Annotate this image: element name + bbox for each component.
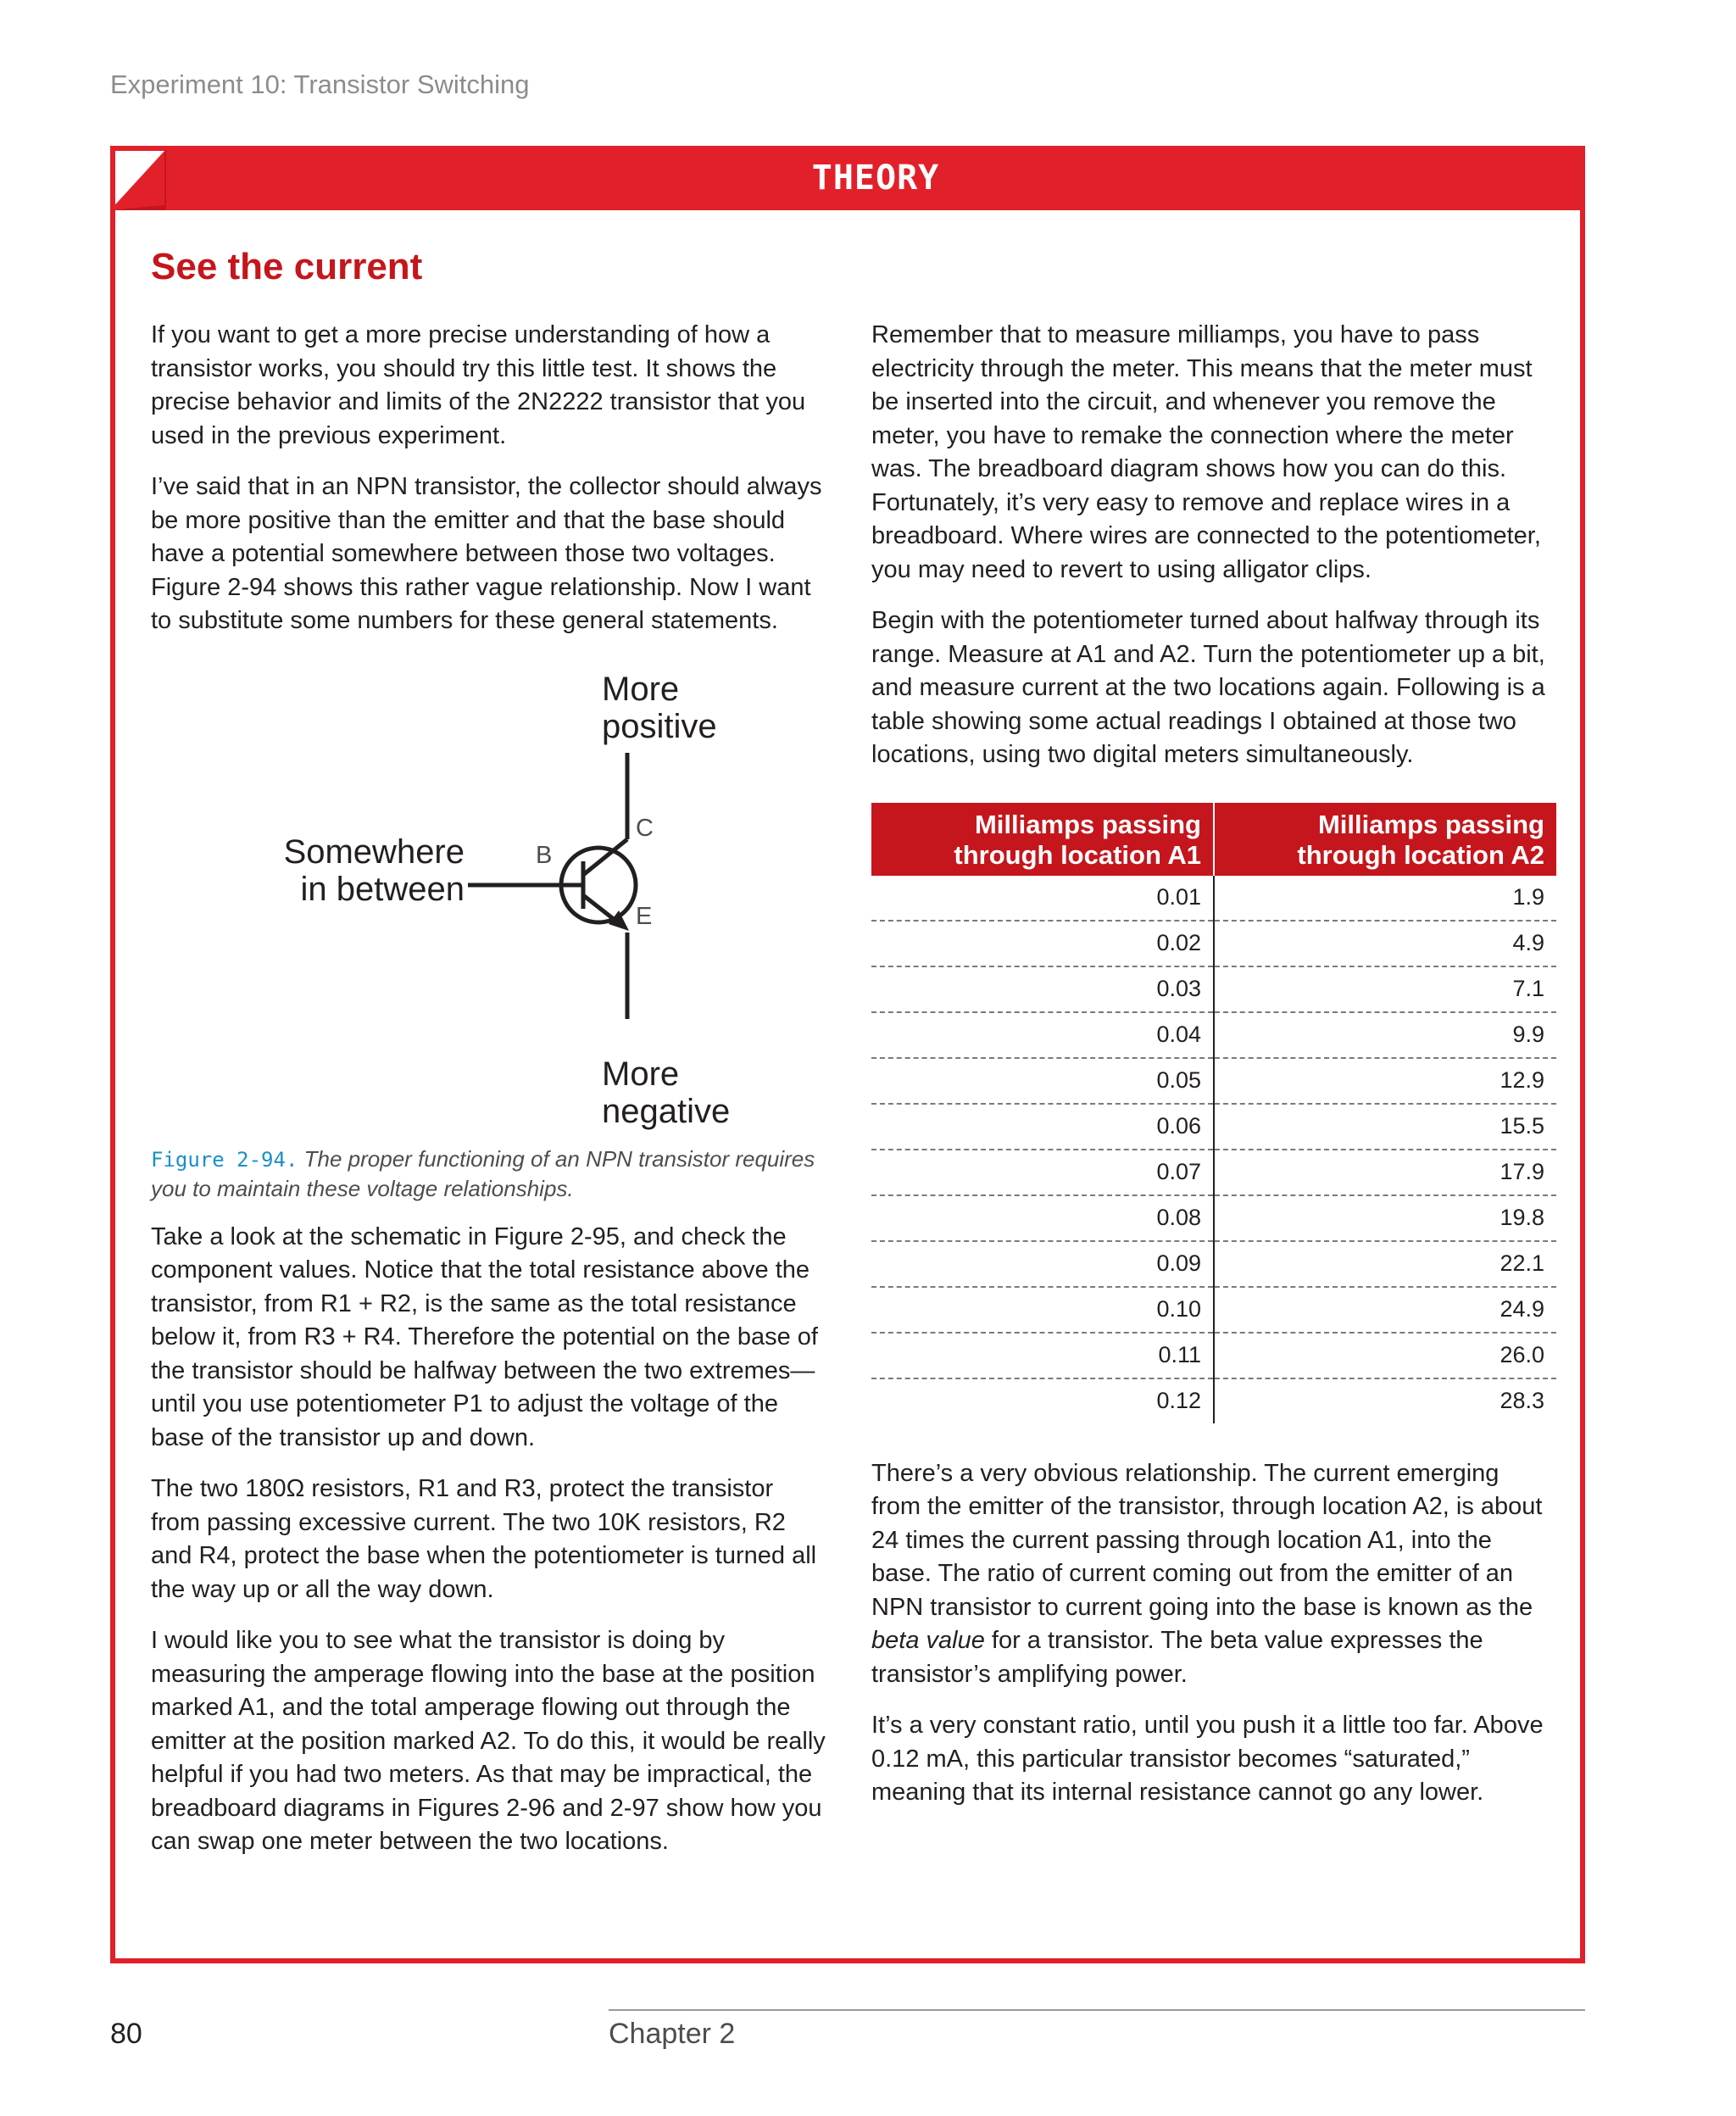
table-body (871, 876, 1556, 1423)
beta-value-term: beta value (871, 1627, 985, 1654)
paragraph: The two 180Ω resistors, R1 and R3, protect the transistor from passing excessive current. The two 10K resistors, R2 and R4, protect the base when the potentiometer is turned all the way up or all the way down. (151, 1475, 817, 1603)
table-row (871, 1104, 1556, 1150)
table-row (871, 1012, 1556, 1058)
emitter-arrow-icon (609, 910, 629, 931)
table-header-row (871, 803, 1556, 876)
table-row (871, 921, 1556, 966)
right-column (871, 319, 1550, 1828)
paragraph: I’ve said that in an NPN transistor, the collector should always be more positive than the emitter and that the base should have a potential somewhere between those two voltages. Figure 2-94 shows this rather vague relationship. Now I want to substitute some numbers for these general statements. (151, 473, 822, 634)
cell-a1: 0.06 (871, 1104, 1214, 1150)
cell-a2: 15.5 (1214, 1104, 1556, 1150)
cell-a1: 0.02 (871, 921, 1214, 966)
cell-a1: 0.01 (871, 876, 1214, 921)
figure-2-94 (151, 656, 829, 1139)
section-title: See the current (151, 246, 423, 287)
footer-rule (609, 2009, 1585, 2011)
pin-c-label: C (636, 814, 654, 842)
cell-a2: 9.9 (1214, 1012, 1556, 1058)
left-column (151, 319, 829, 1877)
cell-a1: 0.05 (871, 1058, 1214, 1104)
left-label-line2: in between (300, 870, 465, 908)
cell-a1: 0.07 (871, 1150, 1214, 1195)
transistor-symbol (468, 753, 636, 1019)
pin-e-label: E (636, 902, 653, 930)
cell-a1: 0.11 (871, 1333, 1214, 1378)
readings-table (871, 803, 1556, 1423)
cell-a2: 26.0 (1214, 1333, 1556, 1378)
cell-a2: 19.8 (1214, 1195, 1556, 1241)
table-row (871, 1287, 1556, 1333)
paragraph: Begin with the potentiometer turned about halfway through its range. Measure at A1 and A2. Turn the potentiometer up a bit, and measure current at the two locations again. Following is a table showing some actual readings I obtained at those two locations, using two digital meters simultaneously. (871, 607, 1545, 768)
table-row (871, 1150, 1556, 1195)
cell-a2: 24.9 (1214, 1287, 1556, 1333)
npn-transistor-diagram (151, 656, 829, 1139)
cell-a2: 17.9 (1214, 1150, 1556, 1195)
cell-a1: 0.04 (871, 1012, 1214, 1058)
cell-a1: 0.10 (871, 1287, 1214, 1333)
cell-a1: 0.09 (871, 1241, 1214, 1287)
caption-text: The proper functioning of an NPN transistor requires you to maintain these voltage relationships. (151, 1145, 815, 1201)
pin-b-label: B (536, 841, 553, 869)
top-label-line1: More (602, 670, 680, 708)
paragraph: Remember that to measure milliamps, you have to pass electricity through the meter. This means that the meter must be inserted into the circuit, and whenever you remove the meter, you have to remake the connection where the meter was. The breadboard diagram shows how you can do this. Fortunately, it’s very easy to remove and replace wires in a breadboard. Where wires are connected to the potentiometer, you may need to revert to using alligator clips. (871, 321, 1541, 583)
corner-fold-icon (110, 146, 170, 210)
cell-a2: 22.1 (1214, 1241, 1556, 1287)
paragraph (871, 1457, 1550, 1692)
cell-a2: 1.9 (1214, 876, 1556, 921)
theory-header: THEORY (166, 146, 1585, 210)
figure-label: Figure 2-94. (151, 1147, 298, 1172)
cell-a2: 28.3 (1500, 1387, 1544, 1413)
table-row (871, 1333, 1556, 1378)
bottom-label-line2: negative (602, 1092, 731, 1130)
theory-box (110, 146, 1585, 1963)
chapter-label: Chapter 2 (609, 2018, 736, 2050)
bottom-label-line1: More (602, 1055, 680, 1093)
paragraph: Take a look at the schematic in Figure 2-95, and check the component values. Notice that the total resistance above the transistor, from R1 + R2, is the same as the total resistance below it, from R3 + R4. Therefore the potential on the base of the transistor should be halfway between the two extremes—until you use potentiometer P1 to adjust the voltage of the base of the transistor up and down. (151, 1222, 818, 1451)
cell-a2: 12.9 (1214, 1058, 1556, 1104)
table-row (871, 1195, 1556, 1241)
paragraph: I would like you to see what the transistor is doing by measuring the amperage flowing into the base at the position marked A1, and the total amperage flowing out through the emitter at the position marked A2. To do this, it would be really helpful if you had two meters. As that may be impractical, the breadboard diagrams in Figures 2-96 and 2-97 show how you can swap one meter between the two locations. (151, 1627, 826, 1855)
cell-a2: 4.9 (1214, 921, 1556, 966)
top-label-line2: positive (602, 707, 717, 745)
figure-caption (151, 1144, 829, 1203)
table-row (871, 966, 1556, 1012)
running-head: Experiment 10: Transistor Switching (110, 70, 530, 99)
paragraph-text: There’s a very obvious relationship. The current emerging from the emitter of the transistor, through location A2, is about 24 times the current passing through location A1, into the base. The ratio of current coming out from the emitter of an NPN transistor to current going into the base is known as the (871, 1459, 1543, 1621)
cell-a1: 0.12 (871, 1378, 1214, 1423)
paragraph-text: for a transistor. The beta value expresses the transistor’s amplifying power. (871, 1627, 1483, 1688)
table-row (871, 1378, 1556, 1423)
page-number: 80 (110, 2018, 142, 2050)
cell-a2: 7.1 (1214, 966, 1556, 1012)
left-label-line1: Somewhere (283, 832, 465, 871)
column-header-a2: Milliamps passing through location A2 (1214, 803, 1556, 876)
table-row (871, 1058, 1556, 1104)
paragraph: It’s a very constant ratio, until you push it a little too far. Above 0.12 mA, this particular transistor becomes “saturated,” meaning that its internal resistance cannot go any lower. (871, 1712, 1544, 1806)
cell-a1: 0.03 (871, 966, 1214, 1012)
table-row (871, 1241, 1556, 1287)
column-header-a1: Milliamps passing through location A1 (871, 803, 1214, 876)
paragraph: If you want to get a more precise understanding of how a transistor works, you should try this little test. It shows the precise behavior and limits of the 2N2222 transistor that you used in the previous experiment. (151, 321, 806, 449)
table-row (871, 876, 1556, 921)
cell-a1: 0.08 (871, 1195, 1214, 1241)
